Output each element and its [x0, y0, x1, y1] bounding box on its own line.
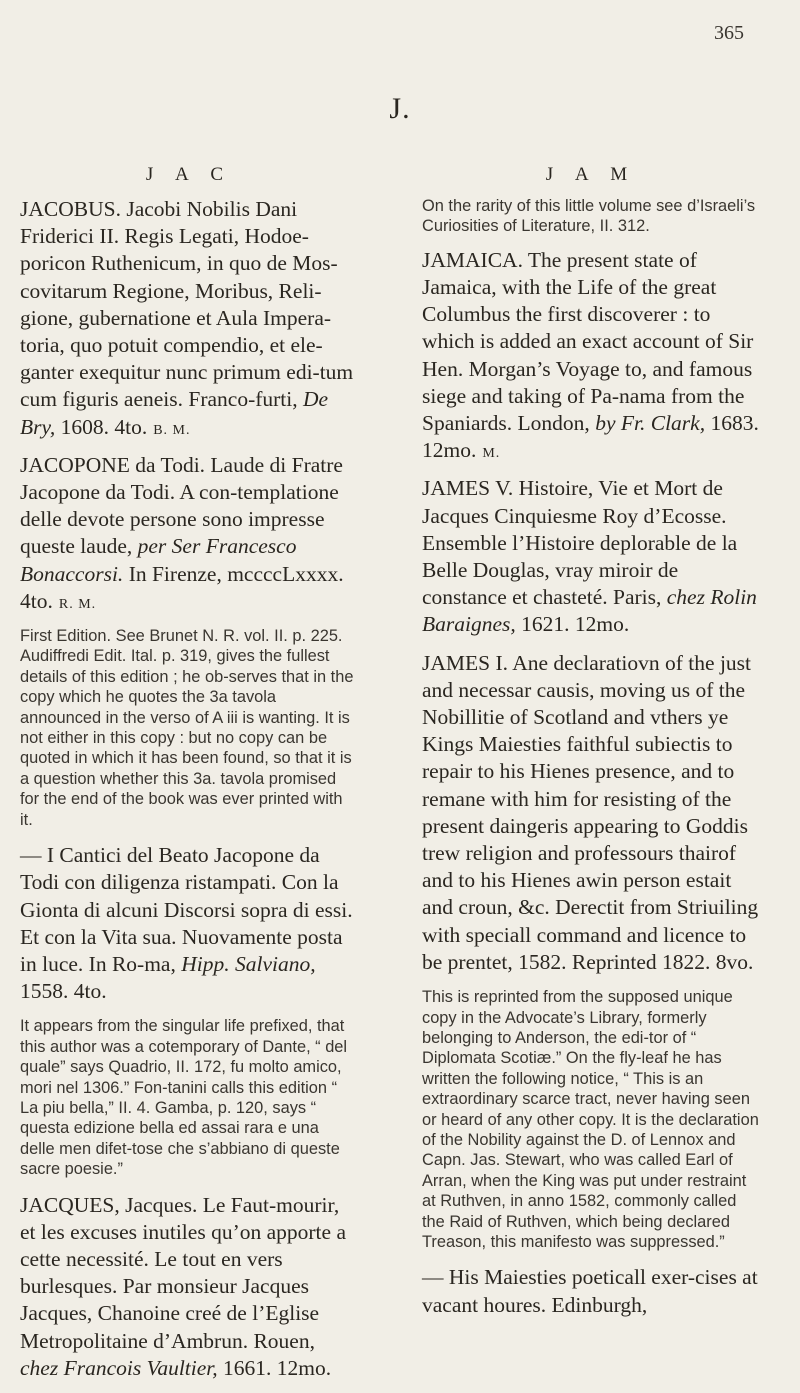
section-letter: J. — [389, 92, 411, 125]
entry-jacobus: JACOBUS. Jacobi Nobilis Dani Friderici II. Regis Legati, Hodoe-poricon Ruthenicum, in quo de Mos-covitarum Regione, Moribus, Reli-gione, gubernatione et Aula Impera-toria, quo potuit compendio, et ele-ganter exequitur nunc primum edi-tum cum figuris aeneis. Franco-furti, De Bry, 1608. 4to. B. M. — [20, 197, 354, 439]
running-header-right: J A M — [545, 164, 637, 185]
entry-poeticall: — His Maiesties poeticall exer-cises at vacant houres. Edinburgh, — [422, 1265, 758, 1317]
entry-jamaica: JAMAICA. The present state of Jamaica, with the Life of the great Columbus the first discoverer : to which is added an exact account of Sir Hen. Morgan’s Voyage to, and famous siege and taking of Pa-nama from the Spaniards. London, by Fr. Clark, 1683. 12mo. M. — [422, 247, 759, 463]
entry-james-i: JAMES I. Ane declaratiovn of the just and necessar causis, moving us of the Nobillitie of Scotland and vthers ye Kings Maiesties faithful subiectis to repair to his Hienes presence, and to remane with him for resisting of the present daingeris appearing to Goddis trew religion and professours thairof and to his Hienes awin person estait and croun, &c. Derectit from Striuiling with speciall command and licence to be prentet, 1582. Reprinted 1822. 8vo. — [422, 650, 759, 974]
entry-jacopone: JACOPONE da Todi. Laude di Fratre Jacopone da Todi. A con-templatione delle devote persone sono impresse queste laude, per Ser Francesco Bonaccorsi. In Firenze, mccccLxxxx. 4to. R. M. — [20, 452, 344, 613]
note-cantici: It appears from the singular life prefixed, that this author was a cotemporary of Dante, “ del quale” says Quadrio, II. 172, fu molto amico, mori nel 1306.” Fon-tanini calls this edition “ La piu bella,” II. 4. Gamba, p. 120, says “ questa edizione bella ed assai rara e una delle men difet-tose che s’abbiano di queste sacre poesie.” — [20, 1017, 348, 1179]
note-first-edition: First Edition. See Brunet N. R. vol. II. p. 225. Audiffredi Edit. Ital. p. 319, gives the fullest details of this edition ; he ob-serves that in the copy which he quotes the 3a tavola announced in the verso of A iii is wanting. It is not either in this copy : but no copy can be quoted in which it has been found, so that it is a question whether this 3a. tavola promised for the end of the book was ever printed with it. — [20, 627, 354, 829]
left-column — [20, 164, 358, 1393]
source-mark: B. M. — [153, 422, 191, 438]
running-header-left: J A C — [145, 164, 233, 185]
entry-james-v: JAMES V. Histoire, Vie et Mort de Jacques Cinquiesme Roy d’Ecosse. Ensemble l’Histoire deplorable de la Belle Douglas, vray miroir de constance et chasteté. Paris, chez Rolin Baraignes, 1621. 12mo. — [422, 476, 757, 637]
note-rarity: On the rarity of this little volume see d’Israeli’s Curiosities of Literature, II. 312. — [422, 197, 756, 236]
source-mark: R. M. — [58, 596, 97, 612]
entry-cantici: — I Cantici del Beato Jacopone da Todi con diligenza ristampati. Con la Gionta di alcuni Discorsi sopra di essi. Et con la Vita sua. Nuovamente posta in luce. In Ro-ma, Hipp. Salviano, 1558. 4to. — [20, 843, 353, 1004]
note-reprinted: This is reprinted from the supposed unique copy in the Advocate’s Library, formerly belonging to Anderson, the edi-tor of “ Diplomata Scotiæ.” On the fly-leaf he has written the following notice, “ This is an extraordinary scarce tract, never having seen or heard of any other copy. It is the declaration of the Nobility against the D. of Lennox and Capn. Jas. Stewart, who was called Earl of Arran, when the King was put under restraint at Ruthven, in anno 1582, commonly called the Raid of Ruthven, which being declared Treason, this manifesto was suppressed.” — [422, 988, 759, 1251]
source-mark: M. — [482, 446, 501, 462]
entry-jacques: JACQUES, Jacques. Le Faut-mourir, et les excuses inutiles qu’on apporte a cette necessité. Le tout en vers burlesques. Par monsieur Jacques Jacques, Chanoine creé de l’Eglise Metropolitaine d’Ambrun. Rouen, chez Francois Vaultier, 1661. 12mo. — [20, 1192, 346, 1380]
right-column — [422, 164, 760, 1330]
page-number: 365 — [714, 22, 744, 44]
